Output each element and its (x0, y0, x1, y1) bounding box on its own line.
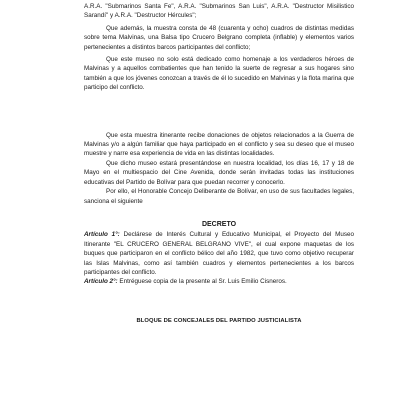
paragraph-sanction: Por ello, el Honorable Concejo Deliberante de Bolívar, en uso de sus facultades legales, sanciona el siguiente (84, 188, 354, 205)
paragraph-donations: Que esta muestra itinerante recibe donaciones de objetos relacionados a la Guerra de Malvinas y/o a algún familiar que haya participado en el conflicto y sea su deseo que el museo muestre y narre esa experiencia de vida en las distintas localidades. (84, 131, 354, 158)
article-2-label: Artículo 2°: (84, 278, 118, 286)
paragraph-museum-purpose: Que este museo no solo está dedicado como homenaje a los verdaderos héroes de Malvinas y a aquellos combatientes que han tenido la suerte de regresar a sus hogares sino también a que los jóvenes conozcan a través de él lo sucedido en Malvinas y la flota marina que participo del conflicto. (84, 56, 354, 92)
article-1-text: Declárese de Interés Cultural y Educativo Municipal, el Proyecto del Museo Itinerante "EL CRUCERO GENERAL BELGRANO VIVE", el cual expone maquetas de los buques que participaron en el conflicto bélico del año 1982, que tuvo como objetivo recuperar las Islas Malvinas, como así también cuadros y elementos pertenecientes a los barcos participantes del conflicto. (84, 231, 355, 276)
paragraph-exhibit-contents: Que además, la muestra consta de 48 (cuarenta y ocho) cuadros de distintas medidas sobre tema Malvinas, una Balsa tipo Crucero Belgrano completa (inflable) y elementos varios pertenecientes a distintos barcos participantes del conflicto; (84, 24, 354, 51)
article-1-label: Artículo 1°: (84, 231, 120, 239)
decreto-heading: DECRETO (201, 220, 237, 228)
signature-bloque: BLOQUE DE CONCEJALES DEL PARTIDO JUSTICIALISTA (136, 317, 302, 324)
paragraph-ships-list: A.R.A. "Submarinos Santa Fe", A.R.A. "Submarinos San Luis", A.R.A. "Destructor Misilistico Sarandí" y A.R.A. "Destructor Hércules"; (84, 3, 354, 20)
article-2 (84, 277, 354, 286)
paragraph-dates: Que dicho museo estará presentándose en nuestra localidad, los días 16, 17 y 18 de Mayo en el multiespacio del Cine Avenida, donde serán invitadas todas las instituciones educativas del Partido de Bolívar para que puedan recorrer y conocerlo. (84, 159, 354, 186)
article-2-text: Entréguese copia de la presente al Sr. Luis Emilio Cisneros. (117, 278, 287, 286)
article-1 (84, 230, 354, 277)
